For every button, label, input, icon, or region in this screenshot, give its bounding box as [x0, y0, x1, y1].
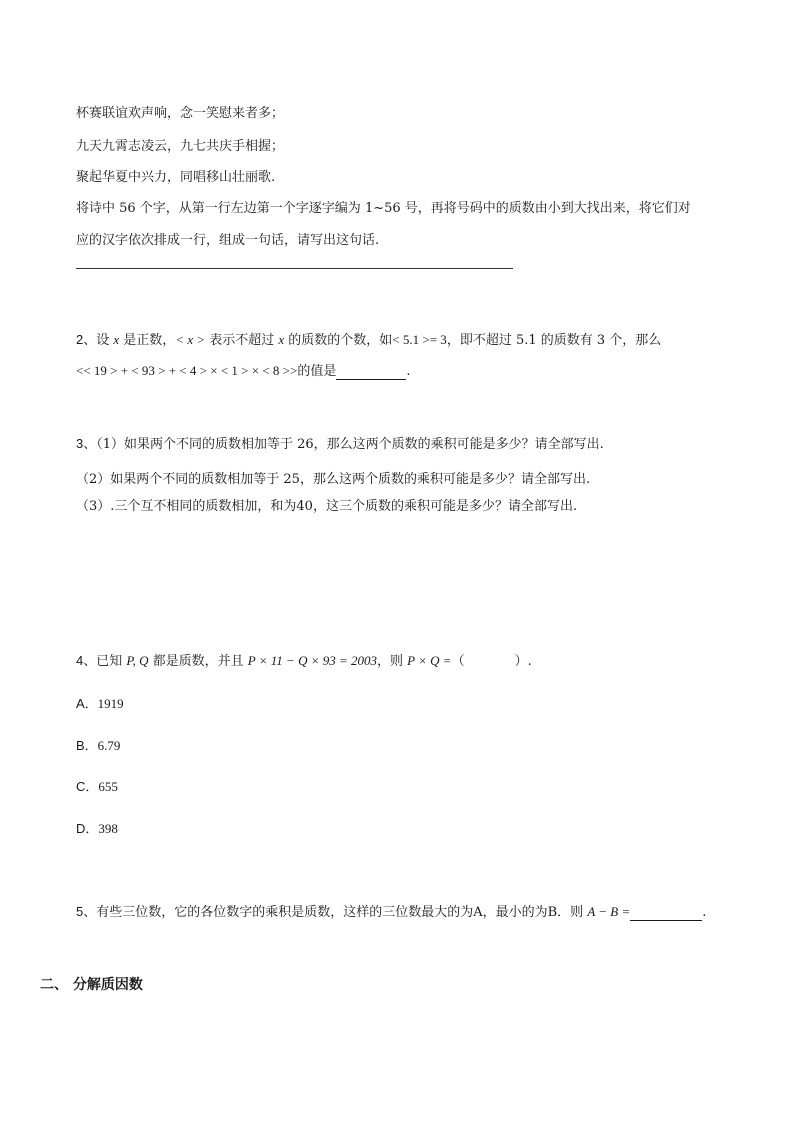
question-3-number: 3、: [76, 436, 97, 451]
var-x: x: [113, 332, 120, 347]
answer-blank[interactable]: [336, 364, 406, 380]
option-c[interactable]: C．655: [76, 779, 118, 794]
example-expression: < 5.1 >= 3: [392, 332, 447, 347]
option-a[interactable]: A．1919: [76, 696, 124, 711]
question-4-stem: 4、已知 P, Q 都是质数，并且 P × 11 − Q × 93 = 2003，则 P × Q =（ ）.: [76, 653, 532, 669]
poem-task-line-2: 应的汉字依次排成一行，组成一句话，请写出这句话.: [76, 233, 380, 248]
notation-x: < x >: [175, 332, 206, 347]
section-heading: 二、 分解质因数: [40, 977, 143, 993]
question-5-number: 5、: [76, 904, 97, 919]
equation: P × 11 − Q × 93 = 2003: [247, 653, 378, 668]
question-4-number: 4、: [76, 653, 97, 668]
answer-space[interactable]: [465, 654, 515, 669]
question-5-line: 5、有些三位数，它的各位数字的乘积是质数，这样的三位数最大的为A，最小的为B．则 A − B = .: [76, 904, 707, 920]
poem-line-3: 聚起华夏中兴力，同唱移山壮丽歌.: [76, 170, 276, 185]
poem-line-2: 九天九霄志凌云，九七共庆手相握；: [76, 139, 285, 154]
question-3-line-1: 3、（1）如果两个不同的质数相加等于 26，那么这两个质数的乘积可能是多少？请全部写出.: [76, 436, 604, 452]
question-3-part-3: （3）.三个互不相同的质数相加，和为40，这三个质数的乘积可能是多少？请全部写出.: [76, 499, 578, 514]
answer-line[interactable]: [76, 268, 513, 269]
question-3-part-2: （2）如果两个不同的质数相加等于 25，那么这两个质数的乘积可能是多少？请全部写出.: [76, 472, 591, 487]
poem-line-1: 杯赛联谊欢声响，念一笑慰来者多；: [76, 106, 285, 121]
product-expression: P × Q =: [407, 653, 452, 668]
vars-pq: P, Q: [126, 653, 149, 668]
poem-task-line-1: 将诗中 56 个字，从第一行左边第一个字逐字编为 1~56 号，再将号码中的质数由小到大找出来，将它们对: [76, 201, 691, 216]
option-b[interactable]: B．6.79: [76, 738, 121, 753]
question-2-number: 2、: [76, 332, 97, 347]
question-2-line-2: << 19 > + < 93 > + < 4 > × < 1 > × < 8 >>的值是 .: [76, 363, 411, 379]
a-minus-b-expression: A − B =: [587, 904, 631, 919]
question-2-line-1: 2、设 x 是正数，< x > 表示不超过 x 的质数的个数，如< 5.1 >= 3，即不超过 5.1 的质数有 3 个，那么: [76, 332, 662, 348]
nested-expression: << 19 > + < 93 > + < 4 > × < 1 > × < 8 >>: [76, 363, 298, 378]
option-d[interactable]: D．398: [76, 821, 118, 836]
answer-blank[interactable]: [630, 905, 702, 921]
